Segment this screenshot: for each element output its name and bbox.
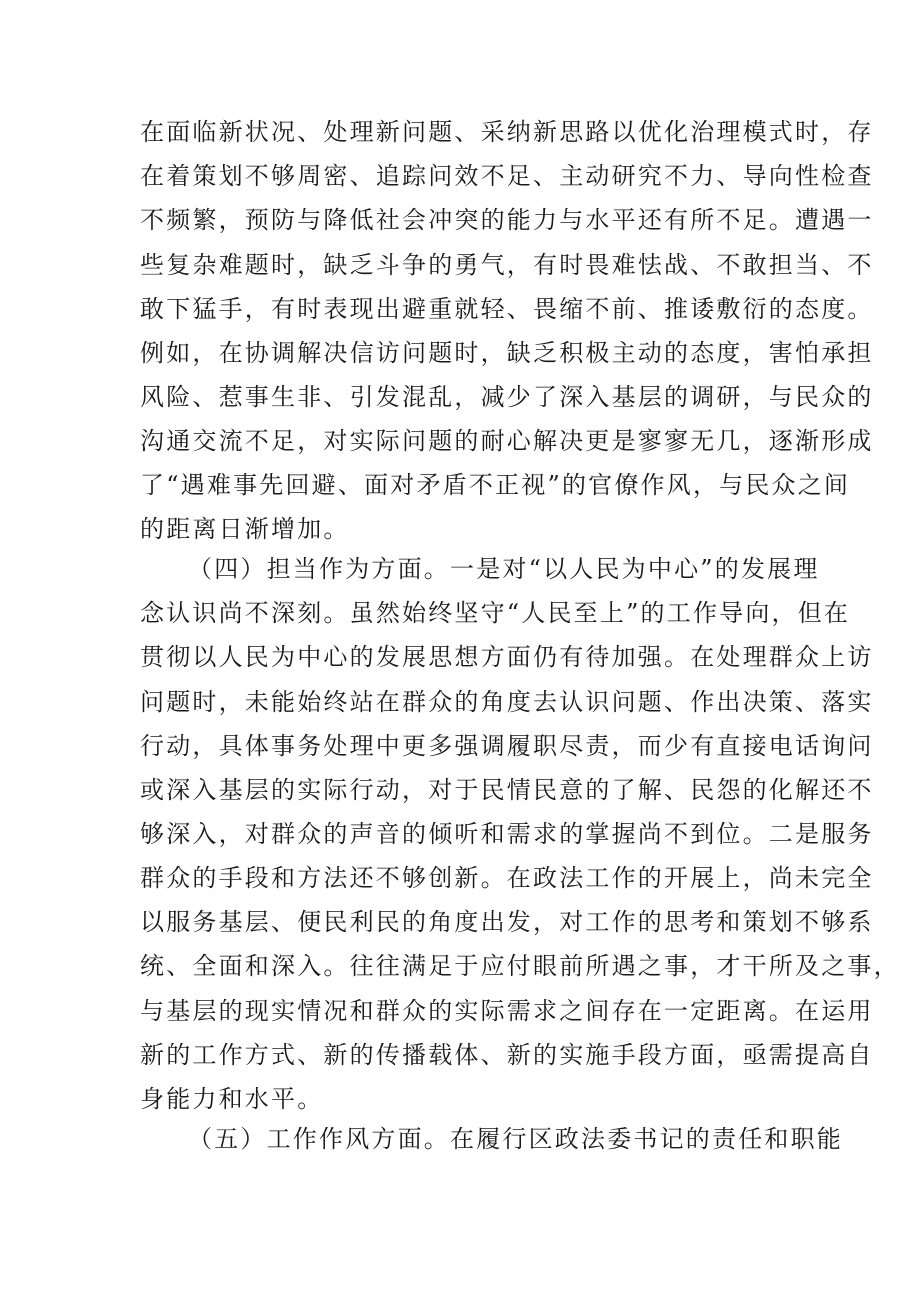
text-line: 群众的手段和方法还不够创新。在政法工作的开展上，尚未完全: [140, 864, 874, 892]
section-heading-four: （四）担当作为方面。一是对“以人民为中心”的发展理: [188, 555, 820, 583]
text-line: 以服务基层、便民利民的角度出发，对工作的思考和策划不够系: [140, 908, 874, 936]
text-line: 沟通交流不足，对实际问题的耐心解决更是寥寥无几，逐渐形成: [140, 427, 874, 455]
section-heading-five: （五）工作作风方面。在履行区政法委书记的责任和职能: [188, 1125, 843, 1153]
text-line: 够深入，对群众的声音的倾听和需求的掌握尚不到位。二是服务: [140, 820, 874, 848]
text-line: 或深入基层的实际行动，对于民情民意的了解、民怨的化解还不: [140, 776, 874, 804]
text-line: 问题时，未能始终站在群众的角度去认识问题、作出决策、落实: [140, 688, 874, 716]
text-line: 在着策划不够周密、追踪问效不足、主动研究不力、导向性检查: [140, 162, 874, 190]
text-line: 新的工作方式、新的传播载体、新的实施手段方面，亟需提高自: [140, 1041, 874, 1069]
text-line: 贯彻以人民为中心的发展思想方面仍有待加强。在处理群众上访: [140, 643, 874, 671]
text-line: 念认识尚不深刻。虽然始终坚守“人民至上”的工作导向，但在: [140, 599, 851, 627]
text-line: 统、全面和深入。往往满足于应付眼前所遇之事，才干所及之事，: [140, 952, 900, 980]
text-line: 在面临新状况、处理新问题、采纳新思路以优化治理模式时，存: [140, 118, 874, 146]
text-line: 例如，在协调解决信访问题时，缺乏积极主动的态度，害怕承担: [140, 339, 874, 367]
text-line: 敢下猛手，有时表现出避重就轻、畏缩不前、推诿敷衍的态度。: [140, 295, 874, 323]
text-line: 了“遇难事先回避、面对矛盾不正视”的官僚作风，与民众之间: [140, 471, 851, 499]
text-line: 行动，具体事务处理中更多强调履职尽责，而少有直接电话询问: [140, 732, 874, 760]
text-line: 些复杂难题时，缺乏斗争的勇气，有时畏难怯战、不敢担当、不: [140, 251, 874, 279]
text-line: 与基层的现实情况和群众的实际需求之间存在一定距离。在运用: [140, 997, 874, 1025]
text-line: 身能力和水平。: [140, 1085, 324, 1113]
text-line: 不频繁，预防与降低社会冲突的能力与水平还有所不足。遭遇一: [140, 206, 874, 234]
text-line: 的距离日渐增加。: [140, 515, 350, 543]
text-line: 风险、惹事生非、引发混乱，减少了深入基层的调研，与民众的: [140, 383, 874, 411]
